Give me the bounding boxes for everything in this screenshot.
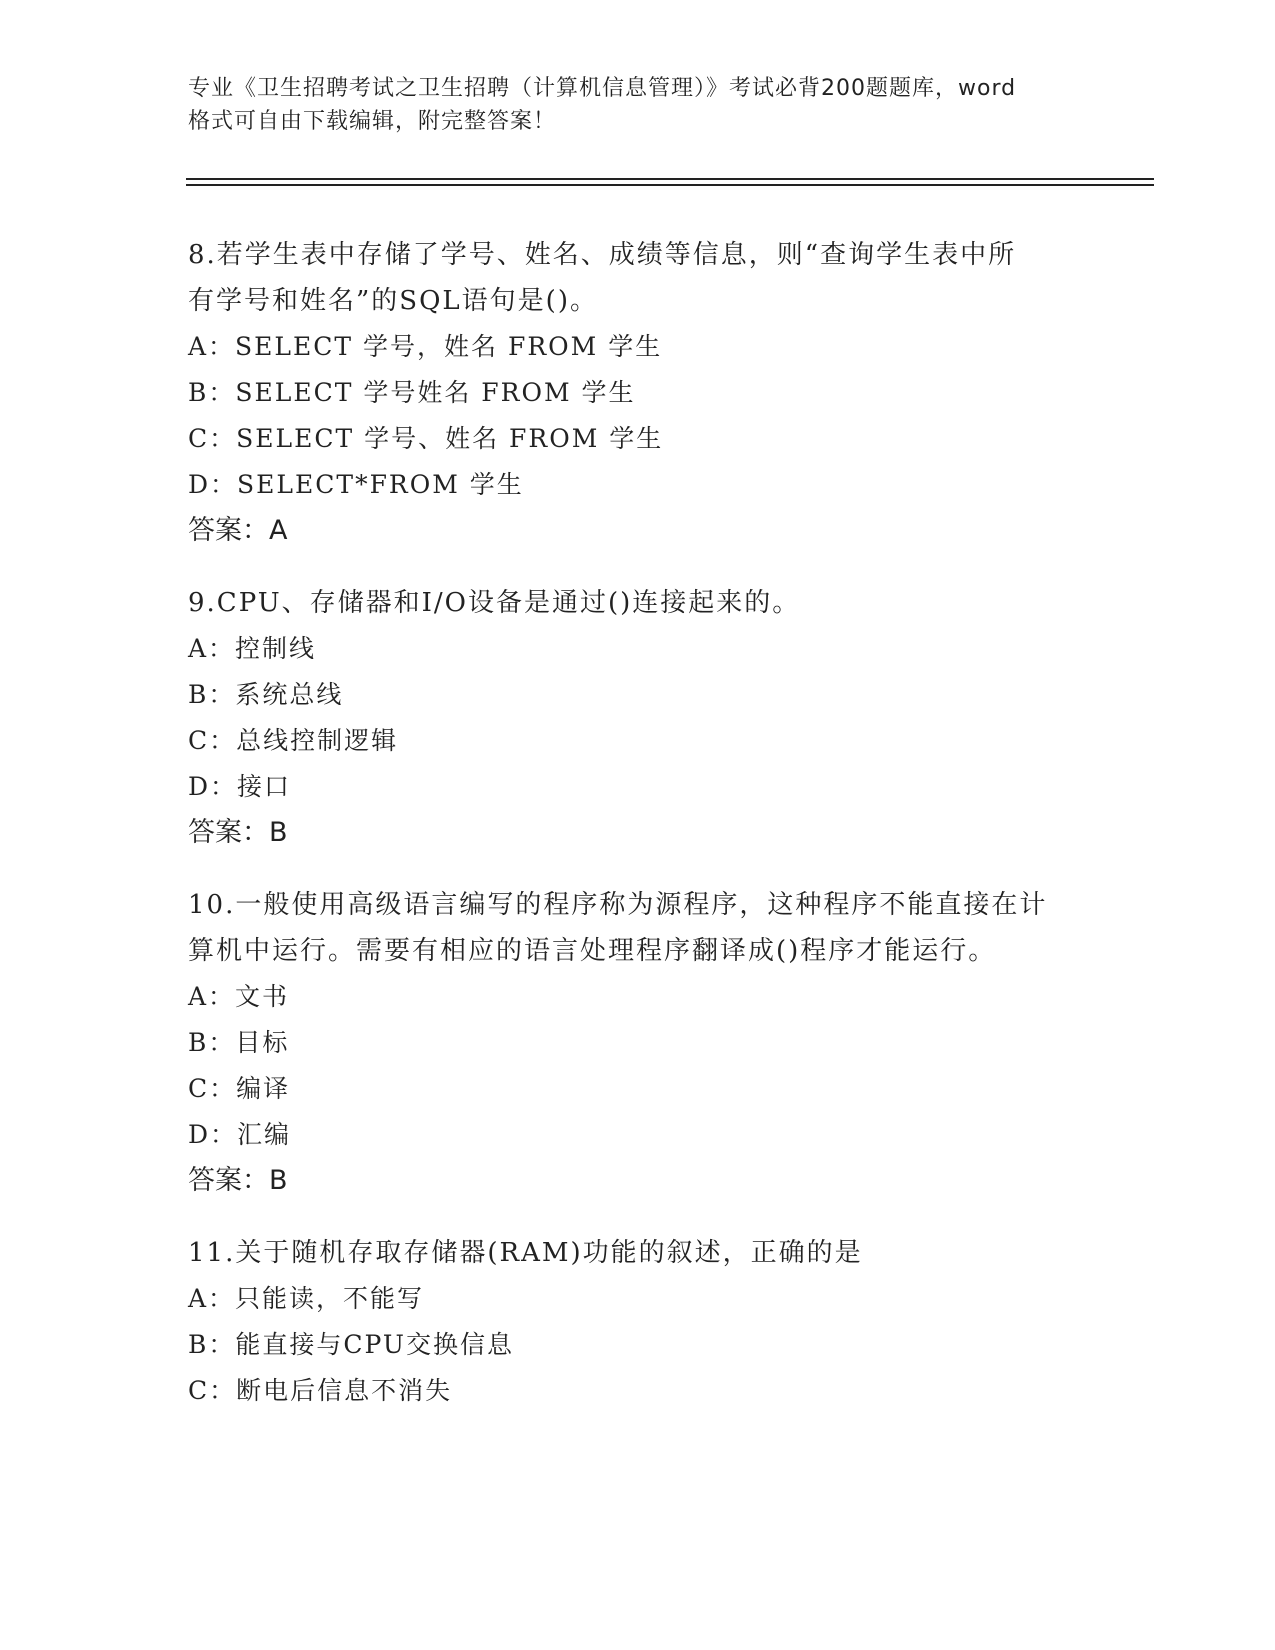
header-divider-top xyxy=(186,178,1154,180)
option-b: B：系统总线 xyxy=(188,680,344,709)
option-a: A：文书 xyxy=(188,982,290,1011)
question-list xyxy=(188,232,1128,1440)
option-c: C：SELECT 学号、姓名 FROM 学生 xyxy=(188,424,664,453)
question-8 xyxy=(188,232,1128,554)
answer-line: 答案：B xyxy=(188,1165,288,1196)
option-d: D：汇编 xyxy=(188,1120,292,1149)
question-stem-continued: 算机中运行。需要有相应的语言处理程序翻译成()程序才能运行。 xyxy=(188,936,997,966)
option-b: B：目标 xyxy=(188,1028,290,1057)
answer-line: 答案：B xyxy=(188,817,288,848)
question-11 xyxy=(188,1230,1128,1414)
option-b: B：SELECT 学号姓名 FROM 学生 xyxy=(188,378,636,407)
header-divider-bottom xyxy=(186,184,1154,186)
document-header xyxy=(188,72,1108,138)
question-9 xyxy=(188,580,1128,856)
question-stem: 9.CPU、存储器和I/O设备是通过()连接起来的。 xyxy=(188,588,801,618)
option-c: C：编译 xyxy=(188,1074,291,1103)
question-stem: 8.若学生表中存储了学号、姓名、成绩等信息，则“查询学生表中所 xyxy=(188,240,1017,270)
header-line-2: 格式可自由下载编辑，附完整答案！ xyxy=(188,109,557,134)
option-d: D：接口 xyxy=(188,772,292,801)
option-a: A：只能读，不能写 xyxy=(188,1284,425,1313)
question-10 xyxy=(188,882,1128,1204)
option-c: C：断电后信息不消失 xyxy=(188,1376,453,1405)
question-stem-continued: 有学号和姓名”的SQL语句是()。 xyxy=(188,286,598,316)
option-a: A：控制线 xyxy=(188,634,317,663)
answer-line: 答案：A xyxy=(188,515,288,546)
option-b: B：能直接与CPU交换信息 xyxy=(188,1330,514,1359)
question-stem: 11.关于随机存取存储器(RAM)功能的叙述，正确的是 xyxy=(188,1238,863,1268)
option-c: C：总线控制逻辑 xyxy=(188,726,399,755)
option-a: A：SELECT 学号，姓名 FROM 学生 xyxy=(188,332,663,361)
header-line-1: 专业《卫生招聘考试之卫生招聘（计算机信息管理）》考试必背200题题库，word xyxy=(188,76,1017,101)
option-d: D：SELECT*FROM 学生 xyxy=(188,470,524,499)
question-stem: 10.一般使用高级语言编写的程序称为源程序，这种程序不能直接在计 xyxy=(188,890,1048,920)
